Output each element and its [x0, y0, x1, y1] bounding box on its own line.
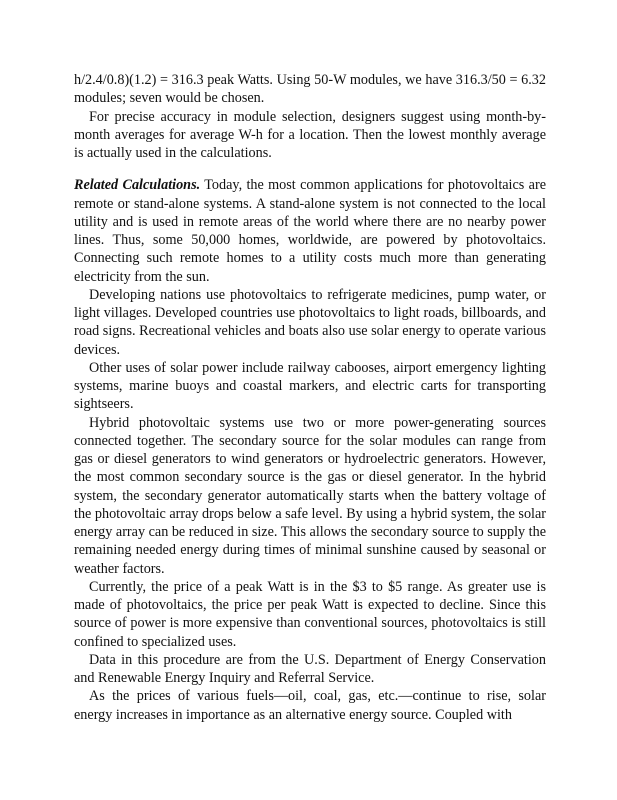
paragraph-hybrid-systems: Hybrid photovoltaic systems use two or more power-generating sources connected together. The secondary source for the solar modules can range from gas or diesel generators to wind generators or hydroelectric generators. However, the most common secondary source is the gas or diesel generator. In the hybrid system, the secondary generator automatically starts when the battery voltage of the photovoltaic array drops below a safe level. By using a hybrid system, the solar energy array can be reduced in size. This allows the secondary source to supply the remaining needed energy during times of minimal sunshine caused by seasonal or weather factors.	[74, 414, 547, 577]
paragraph-module-selection: For precise accuracy in module selection, designers suggest using month-by-month averages for average W-h for a location. Then the lowest monthly average is actually used in the calculations.	[74, 108, 546, 161]
paragraph-calculation-result: h/2.4/0.8)(1.2) = 316.3 peak Watts. Using 50-W modules, we have 316.3/50 = 6.32 modules; seven would be chosen.	[74, 72, 546, 107]
paragraph-related-calculations	[74, 176, 546, 286]
document-page	[74, 71, 546, 724]
related-calculations-heading: Related Calculations.	[74, 177, 201, 194]
paragraph-developing-nations: Developing nations use photovoltaics to refrigerate medicines, pump water, or light villages. Developed countries use photovoltaics to light roads, billboards, and road signs. Recreational vehicles and boats also use solar energy to operate various devices.	[74, 286, 546, 358]
paragraph-peak-watt-price: Currently, the price of a peak Watt is in the $3 to $5 range. As greater use is made of photovoltaics, the price per peak Watt is expected to decline. Since this source of power is more expensive than conventional sources, photovoltaics is still confined to specialized uses.	[74, 578, 546, 650]
paragraph-other-uses: Other uses of solar power include railway cabooses, airport emergency lighting systems, marine buoys and coastal markers, and electric carts for transporting sightseers.	[74, 359, 546, 413]
related-calculations-text: Today, the most common applications for photovoltaics are remote or stand-alone systems. A stand-alone system is not connected to the local utility and is used in remote areas of the world where there are no nearby power lines. Thus, some 50,000 homes, worldwide, are powered by photovoltaics. Connecting such remote homes to a utility costs much more than generating electricity from the sun.	[74, 177, 546, 285]
paragraph-fuel-prices: As the prices of various fuels—oil, coal, gas, etc.—continue to rise, solar energy increases in importance as an alternative energy source. Coupled with	[74, 688, 546, 723]
paragraph-data-source: Data in this procedure are from the U.S. Department of Energy Conservation and Renewable Energy Inquiry and Referral Service.	[74, 651, 546, 686]
